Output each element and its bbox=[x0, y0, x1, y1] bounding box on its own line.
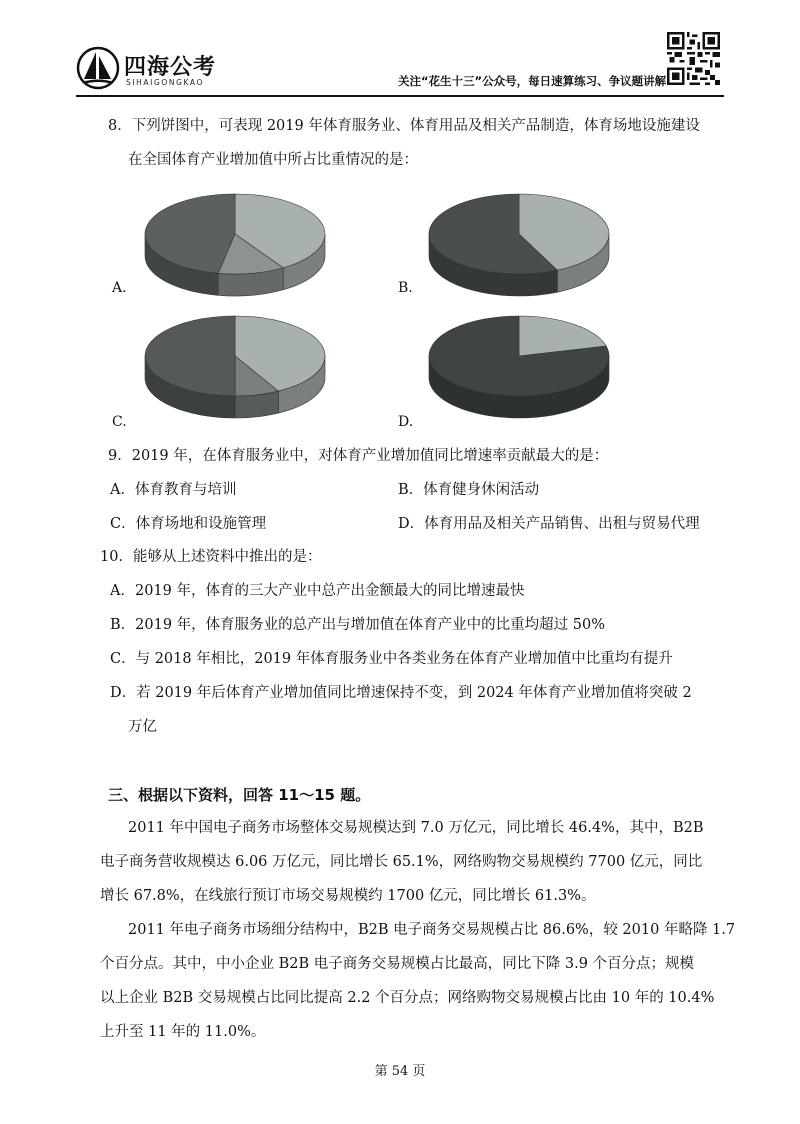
q8-stem-line1: 8．下列饼图中，可表现 2019 年体育服务业、体育用品及相关产品制造，体育场地设施建设 bbox=[108, 118, 700, 134]
section-title: 三、根据以下资料，回答 11～15 题。 bbox=[108, 786, 371, 804]
q9-option-a[interactable]: A．体育教育与培训 bbox=[110, 482, 237, 498]
para1-line2: 电子商务营收规模达 6.06 万亿元，同比增长 65.1%，网络购物交易规模约 7700 亿元，同比 bbox=[100, 854, 703, 870]
q8-option-d-label[interactable]: D. bbox=[398, 414, 414, 430]
q8-option-a-label[interactable]: A. bbox=[112, 280, 127, 296]
brand-name-latin: SIHAIGONGKAO bbox=[126, 78, 204, 87]
q9-option-b[interactable]: B．体育健身休闲活动 bbox=[398, 482, 540, 498]
para2-line2: 个百分点。其中，中小企业 B2B 电子商务交易规模占比最高，同比下降 3.9 个百分点；规模 bbox=[100, 956, 695, 972]
q9-stem: 9．2019 年，在体育服务业中，对体育产业增加值同比增速率贡献最大的是： bbox=[108, 448, 609, 464]
q8-stem-line2: 在全国体育产业增加值中所占比重情况的是： bbox=[128, 152, 418, 168]
para2-line1: 2011 年电子商务市场细分结构中，B2B 电子商务交易规模占比 86.6%，较 2010 年略降 1.7 bbox=[128, 922, 736, 938]
q9-option-c[interactable]: C．体育场地和设施管理 bbox=[110, 516, 267, 532]
q10-stem: 10．能够从上述资料中推出的是： bbox=[100, 549, 322, 565]
q9-option-d[interactable]: D．体育用品及相关产品销售、出租与贸易代理 bbox=[398, 516, 700, 532]
q10-option-c[interactable]: C．与 2018 年相比，2019 年体育服务业中各类业务在体育产业增加值中比重均有提升 bbox=[110, 651, 673, 667]
para2-line4: 上升至 11 年的 11.0%。 bbox=[100, 1024, 266, 1040]
q8-option-c-label[interactable]: C. bbox=[112, 414, 127, 430]
q10-option-d-line1[interactable]: D．若 2019 年后体育产业增加值同比增速保持不变，到 2024 年体育产业增加值将突破 2 bbox=[110, 685, 692, 701]
page-number: 第 54 页 bbox=[374, 1064, 426, 1079]
pie-option-a bbox=[140, 190, 330, 302]
header-divider bbox=[76, 95, 724, 97]
pie-option-c bbox=[140, 312, 330, 424]
para1-line1: 2011 年中国电子商务市场整体交易规模达到 7.0 万亿元，同比增长 46.4%，其中，B2B bbox=[128, 820, 704, 836]
para1-line3: 增长 67.8%，在线旅行预订市场交易规模约 1700 亿元，同比增长 61.3%。 bbox=[100, 888, 596, 904]
pie-option-d bbox=[424, 312, 614, 424]
brand-name: 四海公考 bbox=[124, 55, 217, 80]
sailboat-logo-icon bbox=[76, 46, 120, 90]
page-header bbox=[0, 0, 800, 100]
pie-option-b bbox=[424, 190, 614, 302]
header-note: 关注“花生十三”公众号，每日速算练习、争议题讲解 bbox=[398, 74, 667, 88]
q10-option-a[interactable]: A．2019 年，体育的三大产业中总产出金额最大的同比增速最快 bbox=[110, 583, 525, 599]
q8-option-b-label[interactable]: B. bbox=[398, 280, 413, 296]
q10-option-d-line2[interactable]: 万亿 bbox=[128, 719, 157, 735]
para2-line3: 以上企业 B2B 交易规模占比同比提高 2.2 个百分点；网络购物交易规模占比由 10 年的 10.4% bbox=[100, 990, 715, 1006]
q10-option-b[interactable]: B．2019 年，体育服务业的总产出与增加值在体育产业中的比重均超过 50% bbox=[110, 617, 606, 633]
qr-code-icon bbox=[667, 32, 720, 85]
